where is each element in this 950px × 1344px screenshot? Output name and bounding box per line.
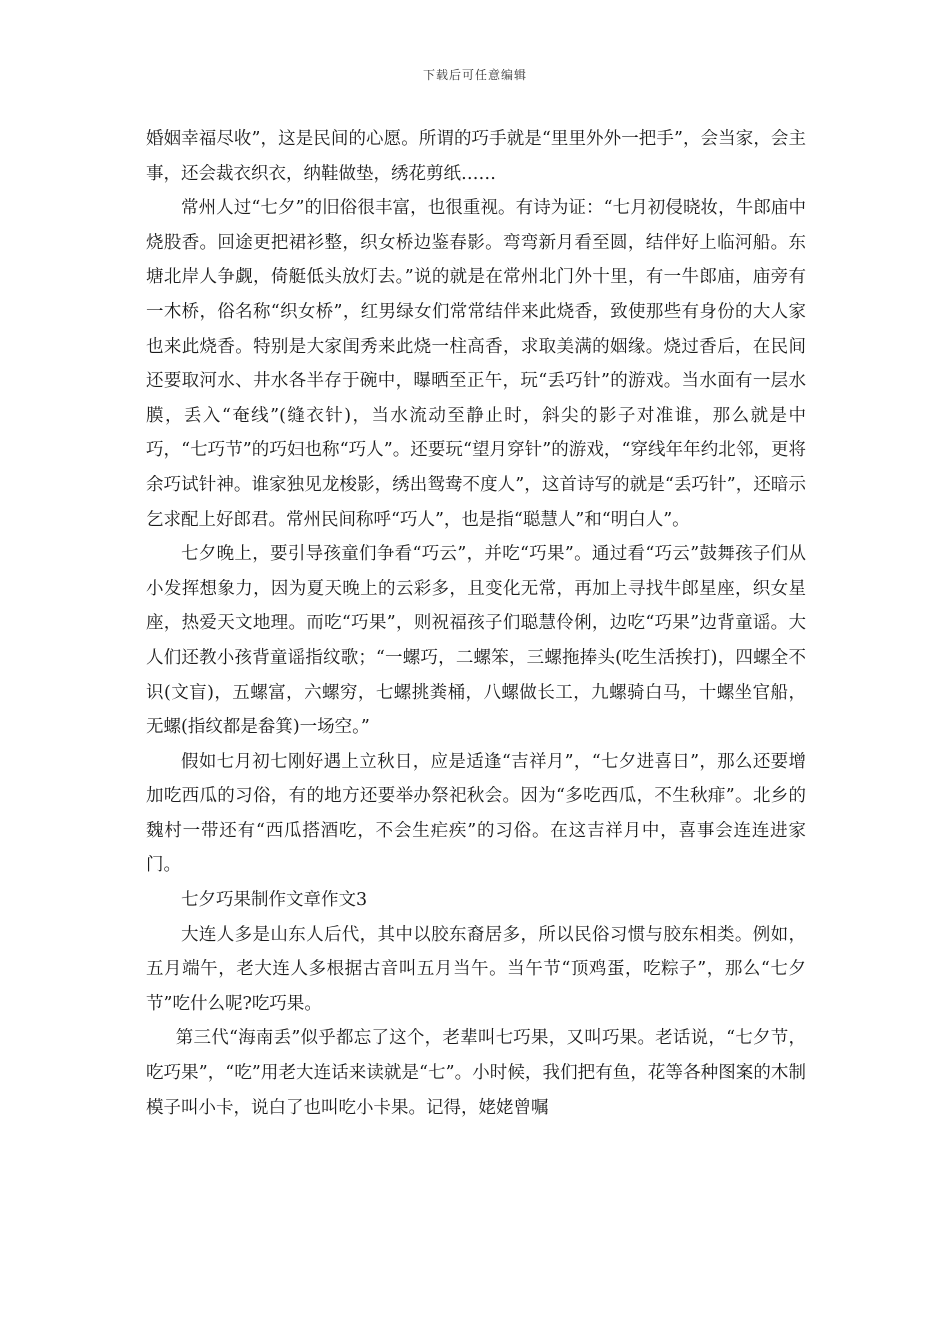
paragraph-changzhou-customs: 常州人过“七夕”的旧俗很丰富，也很重视。有诗为证：“七月初侵晓妆，牛郎庙中烧股香。回途更把裙衫整，织女桥边鉴春影。弯弯新月看至圆，结伴好上临河船。东塘北岸人争觑，倚艇低头放灯去。”说的就是在常州北门外十里，有一牛郎庙，庙旁有一木桥，俗名称“织女桥”，红男绿女们常常结伴来此烧香，致使那些有身份的大人家也来此烧香。特别是大家闺秀来此烧一柱高香，求取美满的姻缘。烧过香后，在民间还要取河水、井水各半存于碗中，曝晒至正午，玩“丢巧针”的游戏。当水面有一层水膜，丢入“奄线”(缝衣针)，当水流动至静止时，斜尖的影子对准谁，那么就是中巧，“七巧节”的巧妇也称“巧人”。还要玩“望月穿针”的游戏，“穿线年年约北邻，更将余巧试针神。谁家独见龙梭影，绣出鸳鸯不度人”，这首诗写的就是“丢巧针”，还暗示乞求配上好郎君。常州民间称呼“巧人”，也是指“聪慧人”和“明白人”。	[146, 198, 806, 530]
paragraph-autumn-day: 假如七月初七刚好遇上立秋日，应是适逢“吉祥月”，“七夕进喜日”，那么还要增加吃西瓜的习俗，有的地方还要举办祭祀秋会。因为“多吃西瓜，不生秋痱”。北乡的魏村一带还有“西瓜搭酒吃，不会生疟疾”的习俗。在这吉祥月中，喜事会连连进家门。	[146, 751, 806, 876]
paragraph-continuation: 婚姻幸福尽收”，这是民间的心愿。所谓的巧手就是“里里外外一把手”，会当家，会主事，还会裁衣织衣，纳鞋做垫，绣花剪纸……	[146, 129, 806, 184]
paragraph-qixi-evening: 七夕晚上，要引导孩童们争看“巧云”，并吃“巧果”。通过看“巧云”鼓舞孩子们从小发挥想象力，因为夏天晚上的云彩多，且变化无常，再加上寻找牛郎星座，织女星座，热爱天文地理。而吃“巧果”，则祝福孩子们聪慧伶俐，边吃“巧果”边背童谣。大人们还教小孩背童谣指纹歌；“一螺巧，二螺笨，三螺拖捧头(吃生活挨打)，四螺全不识(文盲)，五螺富，六螺穷，七螺挑粪桶，八螺做长工，九螺骑白马，十螺坐官船，无螺(指纹都是畚箕)一场空。”	[146, 544, 806, 738]
paragraph-third-generation: 第三代“海南丢”似乎都忘了这个，老辈叫七巧果，又叫巧果。老话说，“七夕节，吃巧果”，“吃”用老大连话来读就是“七”。小时候，我们把有鱼，花等各种图案的木制模子叫小卡，说白了也叫吃小卡果。记得，姥姥曾嘱	[146, 1028, 806, 1118]
document-body	[146, 122, 806, 1125]
paragraph-dalian-customs: 大连人多是山东人后代，其中以胶东裔居多，所以民俗习惯与胶东相类。例如，五月端午，老大连人多根据古音叫五月当午。当午节“顶鸡蛋，吃粽子”，那么“七夕节”吃什么呢?吃巧果。	[146, 924, 806, 1014]
section-heading: 七夕巧果制作文章作文3	[181, 890, 368, 911]
page-header-note: 下载后可任意编辑	[422, 68, 527, 82]
